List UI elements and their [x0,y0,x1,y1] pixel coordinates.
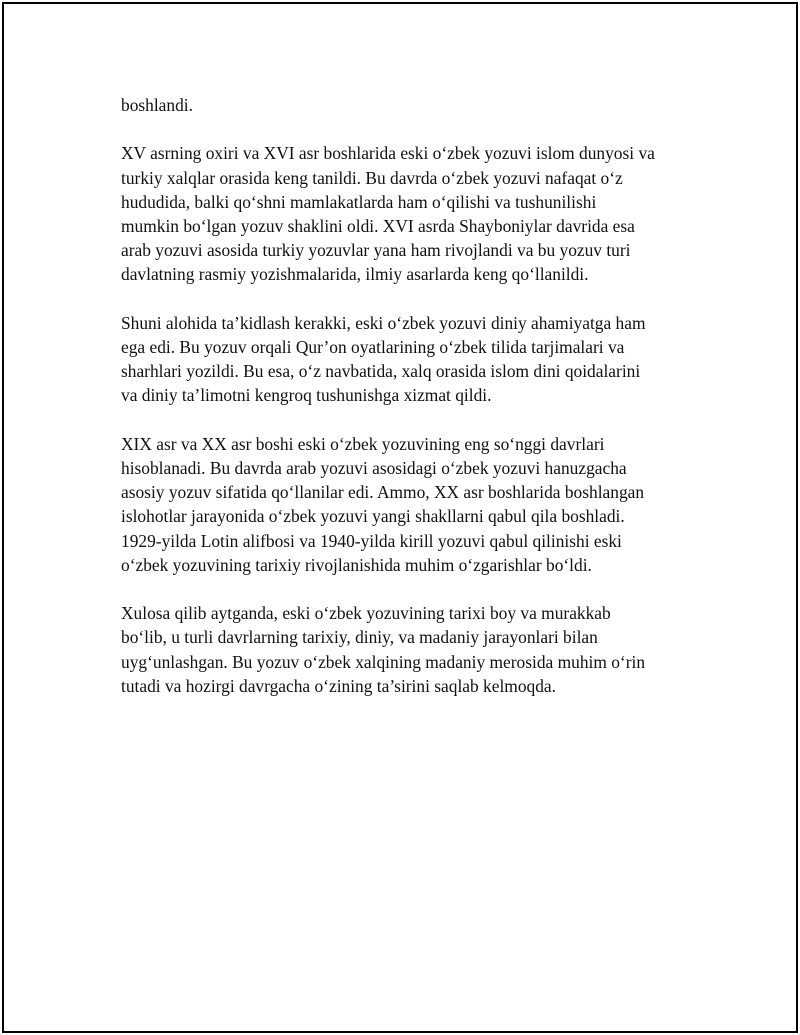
paragraph [121,311,701,408]
paragraph-line: tutadi va hozirgi davrgacha o‘zining ta’sirini saqlab kelmoqda. [121,675,556,696]
paragraph-line: turkiy xalqlar orasida keng tanildi. Bu davrda o‘zbek yozuvi nafaqat o‘z [121,167,623,188]
paragraph [121,93,701,117]
paragraph-line: davlatning rasmiy yozishmalarida, ilmiy asarlarda keng qo‘llanildi. [121,264,589,285]
paragraph-line: hisoblanadi. Bu davrda arab yozuvi asosidagi o‘zbek yozuvi hanuzgacha [121,458,627,478]
paragraph-line: uyg‘unlashgan. Bu yozuv o‘zbek xalqining madaniy merosida muhim o‘rin [121,651,646,672]
paragraph-line: hududida, balki qo‘shni mamlakatlarda ham o‘qilishi va tushunilishi [121,191,597,212]
paragraph [121,432,701,577]
paragraph-line: islohotlar jarayonida o‘zbek yozuvi yangi shakllarni qabul qila boshladi. [121,506,625,527]
document-body [121,93,701,722]
document-page [2,2,798,1033]
paragraph-line: va diniy ta’limotni kengroq tushunishga xizmat qildi. [121,385,492,406]
paragraph-line: XIX asr va XX asr boshi eski o‘zbek yozuvining eng so‘nggi davrlari [121,433,605,454]
paragraph-line: 1929-yilda Lotin alifbosi va 1940-yilda kirill yozuvi qabul qilinishi eski [121,530,622,551]
paragraph [121,141,701,286]
paragraph-line: ega edi. Bu yozuv orqali Qur’on oyatlarining o‘zbek tilida tarjimalari va [121,337,625,357]
paragraph-line: sharhlari yozildi. Bu esa, o‘z navbatida, xalq orasida islom dini qoidalarini [121,361,641,382]
paragraph-line: bo‘lib, u turli davrlarning tarixiy, diniy, va madaniy jarayonlari bilan [121,627,598,648]
paragraph-line: boshlandi. [121,95,193,115]
paragraph-line: arab yozuvi asosida turkiy yozuvlar yana ham rivojlandi va bu yozuv turi [121,240,631,261]
paragraph-line: asosiy yozuv sifatida qo‘llanilar edi. Ammo, XX asr boshlarida boshlangan [121,482,645,503]
paragraph-line: mumkin bo‘lgan yozuv shaklini oldi. XVI asrda Shayboniylar davrida esa [121,216,635,236]
paragraph-line: Shuni alohida ta’kidlash kerakki, eski o‘zbek yozuvi diniy ahamiyatga ham [121,312,646,333]
paragraph-line: Xulosa qilib aytganda, eski o‘zbek yozuvining tarixi boy va murakkab [121,603,611,624]
paragraph-line: o‘zbek yozuvining tarixiy rivojlanishida muhim o‘zgarishlar bo‘ldi. [121,554,592,575]
paragraph [121,601,701,698]
paragraph-line: XV asrning oxiri va XVI asr boshlarida eski o‘zbek yozuvi islom dunyosi va [121,143,655,164]
